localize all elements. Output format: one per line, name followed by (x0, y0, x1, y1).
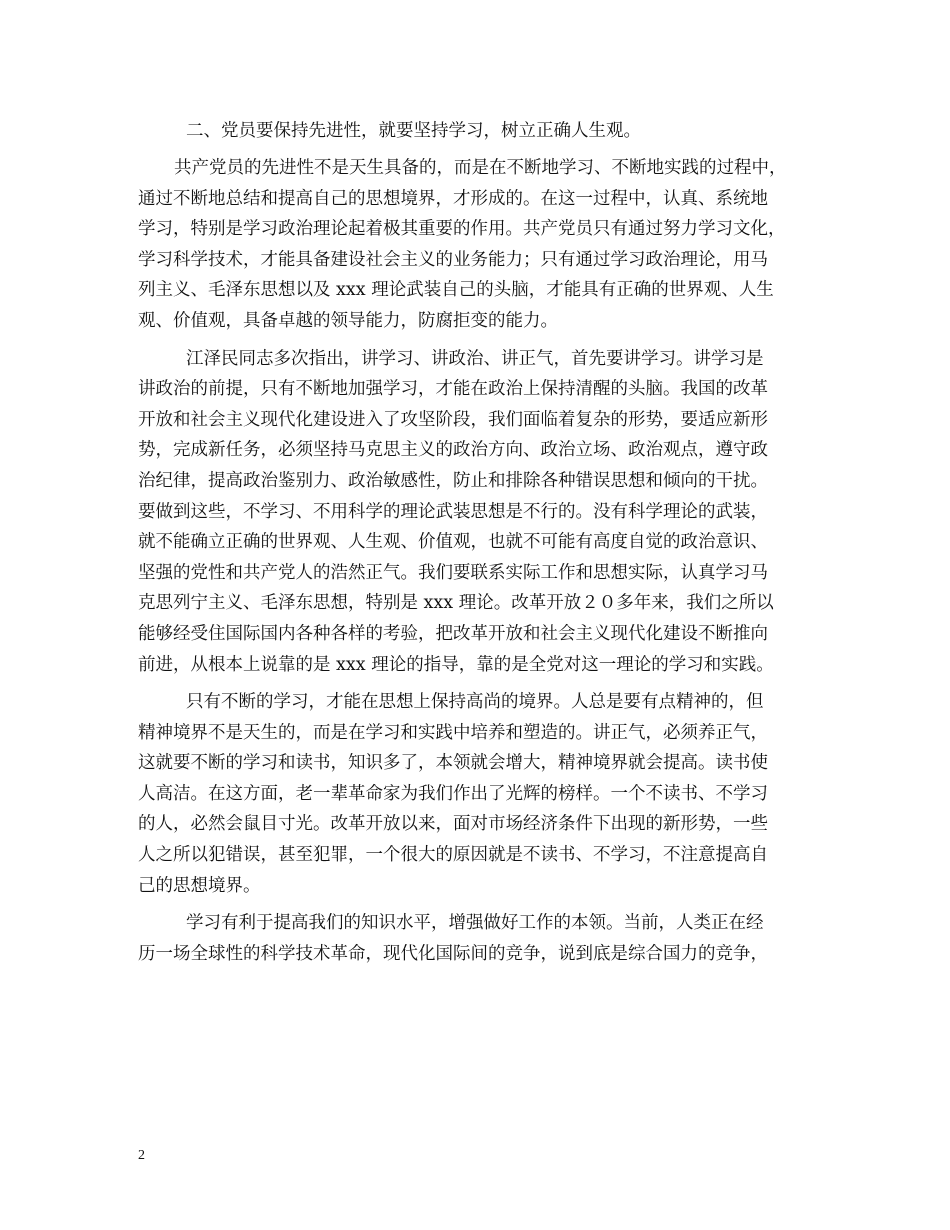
paragraph-list (138, 153, 813, 969)
paragraph-line: 江泽民同志多次指出，讲学习、讲政治、讲正气，首先要讲学习。讲学习是 (186, 348, 764, 369)
paragraph-line: 人高洁。在这方面，老一辈革命家为我们作出了光辉的榜样。一个不读书、不学习 (138, 783, 768, 804)
paragraph-line: 精神境界不是天生的，而是在学习和实践中培养和塑造的。讲正气，必须养正气， (138, 722, 768, 743)
paragraph-line: 学习，特别是学习政治理论起着极其重要的作用。共产党员只有通过努力学习文化， (138, 219, 786, 240)
paragraph-line: 列主义、毛泽东思想以及 xxx 理论武装自己的头脑，才能具有正确的世界观、人生 (138, 280, 774, 301)
document-body (138, 116, 813, 976)
paragraph-line: 坚强的党性和共产党人的浩然正气。我们要联系实际工作和思想实际，认真学习马 (138, 562, 768, 583)
paragraph-line: 观、价值观，具备卓越的领导能力，防腐拒变的能力。 (138, 310, 558, 331)
paragraph-line: 势，完成新任务，必须坚持马克思主义的政治方向、政治立场、政治观点，遵守政 (138, 440, 768, 461)
paragraph-line: 人之所以犯错误，甚至犯罪，一个很大的原因就是不读书、不学习，不注意提高自 (138, 845, 768, 866)
paragraph (138, 344, 813, 681)
paragraph-line: 通过不断地总结和提高自己的思想境界，才形成的。在这一过程中，认真、系统地 (138, 188, 768, 209)
paragraph (138, 908, 813, 969)
paragraph-line: 历一场全球性的科学技术革命，现代化国际间的竞争，说到底是综合国力的竞争， (138, 943, 768, 964)
paragraph-line: 讲政治的前提，只有不断地加强学习，才能在政治上保持清醒的头脑。我国的改革 (138, 379, 768, 400)
paragraph-line: 治纪律，提高政治鉴别力、政治敏感性，防止和排除各种错误思想和倾向的干扰。 (138, 470, 768, 491)
page-number: 2 (138, 1148, 145, 1163)
section-heading: 二、党员要保持先进性，就要坚持学习，树立正确人生观。 (186, 121, 641, 141)
paragraph-line: 开放和社会主义现代化建设进入了攻坚阶段，我们面临着复杂的形势，要适应新形 (138, 409, 768, 430)
paragraph (138, 153, 813, 337)
paragraph-line: 这就要不断的学习和读书，知识多了，本领就会增大，精神境界就会提高。读书使 (138, 753, 768, 774)
paragraph-line: 学习科学技术，才能具备建设社会主义的业务能力；只有通过学习政治理论，用马 (138, 249, 768, 270)
paragraph-line: 能够经受住国际国内各种各样的考验，把改革开放和社会主义现代化建设不断推向 (138, 623, 768, 644)
paragraph-line: 的人，必然会鼠目寸光。改革开放以来，面对市场经济条件下出现的新形势，一些 (138, 814, 768, 835)
paragraph-line: 克思列宁主义、毛泽东思想，特别是 xxx 理论。改革开放２０多年来，我们之所以 (138, 593, 774, 614)
paragraph-line: 己的思想境界。 (138, 875, 261, 896)
paragraph-line: 前进，从根本上说靠的是 xxx 理论的指导，靠的是全党对这一理论的学习和实践。 (138, 654, 774, 675)
paragraph-line: 学习有利于提高我们的知识水平，增强做好工作的本领。当前，人类正在经 (186, 913, 764, 934)
paragraph-line: 共产党员的先进性不是天生具备的，而是在不断地学习、不断地实践的过程中， (174, 158, 787, 178)
paragraph-line: 就不能确立正确的世界观、人生观、价值观，也就不可能有高度自觉的政治意识、 (138, 532, 768, 553)
paragraph-line: 要做到这些，不学习、不用科学的理论武装思想是不行的。没有科学理论的武装， (138, 501, 768, 522)
paragraph (138, 687, 813, 901)
paragraph-line: 只有不断的学习，才能在思想上保持高尚的境界。人总是要有点精神的，但 (186, 692, 764, 713)
